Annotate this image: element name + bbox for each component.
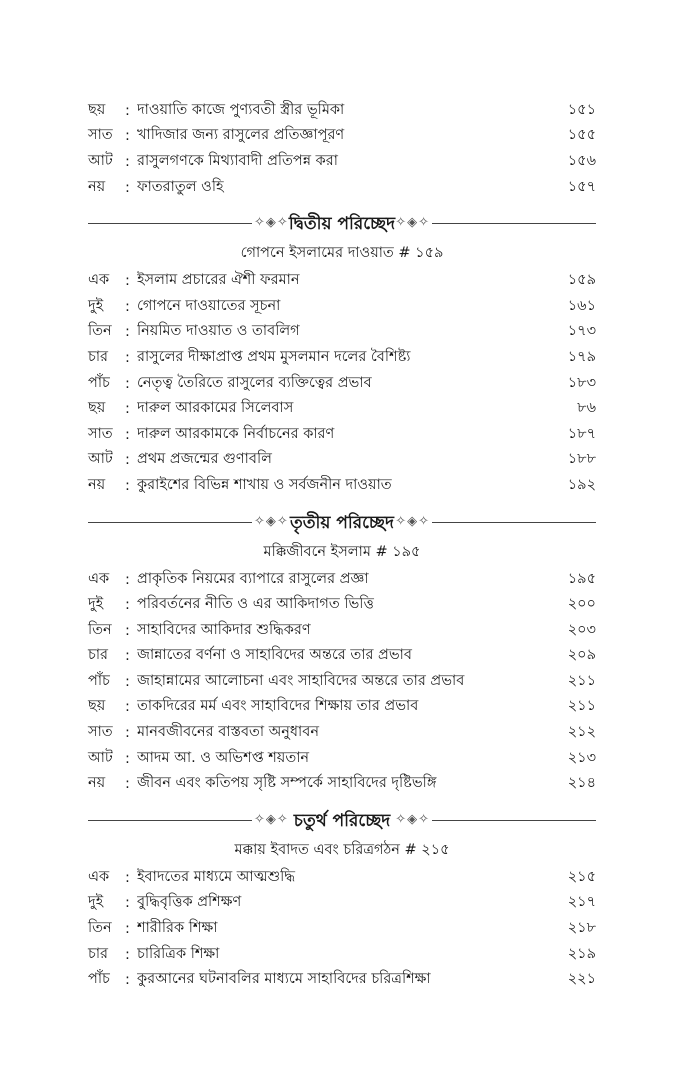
section-top	[88, 98, 596, 200]
entry-number: সাত	[88, 724, 113, 741]
toc-entry	[88, 371, 596, 397]
entry-page-number: ৮৬	[577, 400, 596, 417]
entry-page-number: ২১৭	[567, 894, 596, 911]
chapter-heading: তৃতীয় পরিচ্ছেদ	[290, 512, 394, 533]
toc-entry	[88, 891, 596, 917]
entry-title: চারিত্রিক শিক্ষা	[137, 945, 220, 962]
entry-separator: :	[125, 725, 130, 742]
toc-entry	[88, 644, 596, 670]
entry-separator: :	[125, 298, 130, 315]
entry-separator: :	[125, 648, 130, 665]
chapter-4-header	[88, 803, 596, 837]
entry-separator: :	[125, 921, 130, 938]
entry-separator: :	[125, 273, 130, 290]
entry-page-number: ১৭৯	[567, 348, 596, 365]
toc-entry	[88, 865, 596, 891]
entry-number: পাঁচ	[88, 971, 110, 988]
toc-entry	[88, 345, 596, 371]
entry-title: খাদিজার জন্য রাসুলের প্রতিজ্ঞাপূরণ	[137, 127, 345, 144]
entry-title: ফাতরাতুল ওহি	[137, 178, 224, 195]
entry-number: দুই	[88, 596, 104, 613]
entry-title: রাসুলের দীক্ষাপ্রাপ্ত প্রথম মুসলমান দলের বৈশিষ্ট্য	[137, 348, 411, 365]
entry-number: নয়	[88, 178, 106, 195]
toc-entry	[88, 567, 596, 593]
entry-separator: :	[125, 972, 130, 989]
toc-entry	[88, 746, 596, 772]
entry-number: পাঁচ	[88, 374, 110, 391]
toc-entry	[88, 771, 596, 797]
entry-separator: :	[125, 597, 130, 614]
toc-entry	[88, 448, 596, 474]
entry-separator: :	[125, 426, 130, 443]
entry-page-number: ২১১	[567, 672, 596, 689]
entry-title: দাওয়াতি কাজে পুণ্যবতী স্ত্রীর ভূমিকা	[137, 101, 345, 118]
entry-page-number: ১৯৫	[567, 570, 596, 587]
entry-title: গোপনে দাওয়াতের সূচনা	[137, 297, 281, 314]
entry-number: দুই	[88, 894, 104, 911]
entry-number: নয়	[88, 476, 106, 493]
entry-separator: :	[125, 179, 130, 196]
entry-separator: :	[125, 571, 130, 588]
entry-page-number: ২১৩	[567, 749, 596, 766]
entry-page-number: ২১৫	[567, 868, 596, 885]
entry-number: এক	[88, 868, 110, 885]
divider-line	[432, 820, 596, 821]
entry-number: সাত	[88, 425, 113, 442]
entry-number: চার	[88, 348, 109, 365]
entry-page-number: ২১১	[567, 698, 596, 715]
entry-title: সাহাবিদের আকিদার শুদ্ধিকরণ	[137, 621, 311, 638]
entry-number: আট	[88, 749, 113, 766]
entry-title: প্রথম প্রজন্মের গুণাবলি	[137, 451, 272, 468]
entry-title: নেতৃত্ব তৈরিতে রাসুলের ব্যক্তিত্বের প্রভাব	[137, 374, 372, 391]
entry-number: পাঁচ	[88, 672, 110, 689]
entry-page-number: ১৫৭	[567, 178, 596, 195]
toc-content	[88, 98, 596, 993]
toc-entry	[88, 124, 596, 150]
entry-number: সাত	[88, 127, 113, 144]
entry-title: জীবন এবং কতিপয় সৃষ্টি সম্পর্কে সাহাবিদের দৃষ্টিভঙ্গি	[137, 775, 437, 792]
ornament-icon: ✧◈✧	[395, 513, 430, 529]
ornament-icon: ✧◈✧	[254, 513, 289, 529]
toc-entry	[88, 695, 596, 721]
entry-separator: :	[125, 102, 130, 119]
divider-line	[432, 522, 596, 523]
entry-page-number: ১৭৩	[567, 323, 596, 340]
entry-page-number: ১৫৫	[567, 127, 596, 144]
toc-entry	[88, 473, 596, 499]
entry-separator: :	[125, 776, 130, 793]
chapter-4-entries	[88, 865, 596, 993]
entry-separator: :	[125, 324, 130, 341]
toc-entry	[88, 916, 596, 942]
entry-title: কুরআনের ঘটনাবলির মাধ্যমে সাহাবিদের চরিত্রশিক্ষা	[137, 971, 431, 988]
toc-entry	[88, 592, 596, 618]
chapter-2-header	[88, 206, 596, 240]
ornament-icon: ✧◈✧	[254, 215, 289, 231]
entry-separator: :	[125, 349, 130, 366]
entry-page-number: ২১৪	[567, 775, 596, 792]
entry-separator: :	[125, 477, 130, 494]
entry-separator: :	[125, 699, 130, 716]
entry-number: আট	[88, 451, 113, 468]
entry-title: ইসলাম প্রচারের ঐশী ফরমান	[137, 272, 300, 289]
entry-number: তিন	[88, 621, 112, 638]
entry-separator: :	[125, 895, 130, 912]
toc-entry	[88, 942, 596, 968]
toc-entry	[88, 618, 596, 644]
entry-title: দারুল আরকামের সিলেবাস	[137, 400, 294, 417]
toc-entry	[88, 294, 596, 320]
entry-title: জান্নাতের বর্ণনা ও সাহাবিদের অন্তরে তার প্রভাব	[137, 647, 412, 664]
entry-number: ছয়	[88, 400, 106, 417]
entry-number: এক	[88, 570, 110, 587]
chapter-subtitle: মক্কায় ইবাদত এবং চরিত্রগঠন # ২১৫	[234, 842, 450, 859]
toc-entry	[88, 268, 596, 294]
entry-page-number: ২১২	[567, 724, 596, 741]
chapter-3-header	[88, 505, 596, 539]
ornament-icon: ✧◈✧	[254, 812, 289, 828]
chapter-subtitle: গোপনে ইসলামের দাওয়াত # ১৫৯	[240, 245, 444, 262]
entry-page-number: ১৫১	[567, 101, 596, 118]
ornament-icon: ✧◈✧	[395, 215, 430, 231]
entry-page-number: ১৮৩	[567, 374, 596, 391]
entry-title: রাসুলগণকে মিথ্যাবাদী প্রতিপন্ন করা	[137, 152, 338, 169]
entry-page-number: ১৯২	[567, 476, 596, 493]
entry-title: নিয়মিত দাওয়াত ও তাবলিগ	[137, 323, 300, 340]
entry-title: কুরাইশের বিভিন্ন শাখায় ও সর্বজনীন দাওয়াত	[137, 476, 392, 493]
toc-entry	[88, 967, 596, 993]
entry-page-number: ২১৯	[567, 945, 596, 962]
ornament-icon: ✧◈✧	[395, 812, 430, 828]
entry-page-number: ২১৮	[567, 920, 596, 937]
entry-title: প্রাকৃতিক নিয়মের ব্যাপারে রাসুলের প্রজ্ঞা	[137, 570, 369, 587]
entry-number: চার	[88, 945, 109, 962]
toc-entry	[88, 149, 596, 175]
entry-number: দুই	[88, 297, 104, 314]
entry-number: ছয়	[88, 698, 106, 715]
entry-number: তিন	[88, 920, 112, 937]
entry-number: ছয়	[88, 101, 106, 118]
entry-number: তিন	[88, 323, 112, 340]
entry-page-number: ২০৩	[567, 621, 596, 638]
entry-separator: :	[125, 869, 130, 886]
toc-entry	[88, 175, 596, 201]
toc-entry	[88, 422, 596, 448]
entry-page-number: ১৬১	[567, 297, 596, 314]
entry-page-number: ১৮৭	[567, 425, 596, 442]
entry-separator: :	[125, 673, 130, 690]
chapter-3-entries	[88, 567, 596, 797]
entry-separator: :	[125, 750, 130, 767]
entry-title: জাহান্নামের আলোচনা এবং সাহাবিদের অন্তরে তার প্রভাব	[137, 672, 465, 689]
entry-title: বুদ্ধিবৃত্তিক প্রশিক্ষণ	[137, 894, 242, 911]
entry-number: এক	[88, 272, 110, 289]
entry-title: পরিবর্তনের নীতি ও এর আকিদাগত ভিত্তি	[137, 596, 374, 613]
entry-separator: :	[125, 452, 130, 469]
toc-entry	[88, 98, 596, 124]
toc-entry	[88, 396, 596, 422]
entry-title: আদম আ. ও অভিশপ্ত শয়তান	[137, 749, 310, 766]
entry-page-number: ১৫৯	[567, 272, 596, 289]
chapter-subtitle: মক্কিজীবনে ইসলাম # ১৯৫	[263, 543, 421, 560]
entry-separator: :	[125, 401, 130, 418]
entry-title: মানবজীবনের বাস্তবতা অনুধাবন	[137, 724, 319, 741]
entry-page-number: ১৫৬	[567, 152, 596, 169]
entry-separator: :	[125, 128, 130, 145]
entry-title: তাকদিরের মর্ম এবং সাহাবিদের শিক্ষায় তার প্রভাব	[137, 698, 419, 715]
entry-separator: :	[125, 946, 130, 963]
entry-title: দারুল আরকামকে নির্বাচনের কারণ	[137, 425, 335, 442]
entry-number: চার	[88, 647, 109, 664]
chapter-heading: চতুর্থ পরিচ্ছেদ	[293, 811, 391, 832]
entry-page-number: ২০৯	[567, 647, 596, 664]
entry-separator: :	[125, 153, 130, 170]
toc-entry	[88, 720, 596, 746]
chapter-heading: দ্বিতীয় পরিচ্ছেদ	[288, 214, 396, 235]
entry-title: ইবাদতের মাধ্যমে আত্মশুদ্ধি	[137, 868, 295, 885]
chapter-2-entries	[88, 268, 596, 498]
entry-page-number: ১৮৮	[567, 451, 596, 468]
entry-page-number: ২২১	[567, 971, 596, 988]
entry-title: শারীরিক শিক্ষা	[137, 920, 218, 937]
entry-separator: :	[125, 622, 130, 639]
entry-separator: :	[125, 375, 130, 392]
entry-page-number: ২০০	[567, 596, 596, 613]
toc-entry	[88, 669, 596, 695]
divider-line	[432, 223, 596, 224]
entry-number: আট	[88, 152, 113, 169]
toc-entry	[88, 320, 596, 346]
entry-number: নয়	[88, 775, 106, 792]
